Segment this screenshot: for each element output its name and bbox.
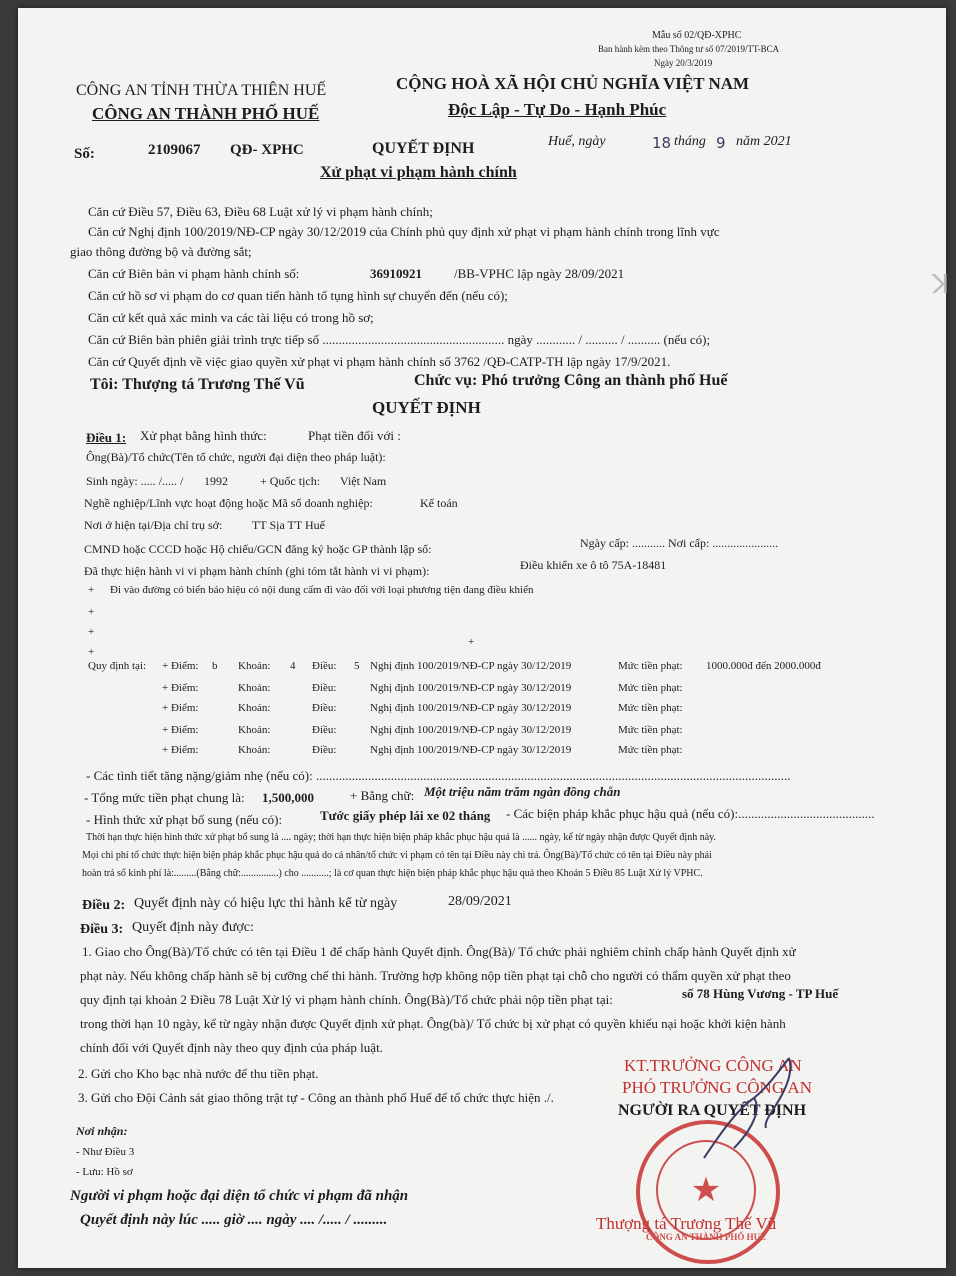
art3-text: Quyết định này được: (132, 920, 254, 935)
art3-title: Điều 3: (80, 922, 124, 937)
nationality-value: Việt Nam (340, 474, 387, 488)
decision-number: 2109067 (148, 142, 201, 158)
month-label: tháng (674, 134, 706, 149)
decision-suffix: QĐ- XPHC (230, 142, 304, 158)
recipient-2: - Lưu: Hồ sơ (76, 1166, 133, 1178)
nationality-label: + Quốc tịch: (260, 474, 321, 488)
violator-line-1: Người vi phạm hoặc đại diện tổ chức vi phạm đã nhận (70, 1188, 409, 1204)
dob-label: Sinh ngày: ..... /..... / (86, 474, 184, 488)
id-label: CMND hoặc CCCD hoặc Hộ chiếu/GCN đăng ký hoặc GP thành lập số: (84, 542, 432, 556)
agency-parent: CÔNG AN TỈNH THỪA THIÊN HUẾ (76, 82, 327, 99)
regulation-muc-v: 1000.000đ đến 2000.000đ (706, 660, 821, 672)
document-page (18, 8, 946, 1268)
art3-p1a: 1. Giao cho Ông(Bà)/Tổ chức có tên tại Điều 1 để chấp hành Quyết định. Ông(Bà)/ Tổ chức phải nghiêm chỉnh chấp hành Quyết định xử (82, 944, 796, 959)
total-label: - Tổng mức tiền phạt chung là: (84, 790, 245, 805)
payment-place: số 78 Hùng Vương - TP Huế (682, 986, 839, 1001)
form-issued: Ban hành kèm theo Thông tư số 07/2019/TT-BCA (598, 44, 780, 54)
regulation-nd: Nghị định 100/2019/NĐ-CP ngày 30/12/2019 (370, 724, 572, 736)
regulation-diem: + Điểm: (162, 724, 199, 736)
regulation-khoan: Khoản: (238, 660, 271, 672)
basis-2: Căn cứ Nghị định 100/2019/NĐ-CP ngày 30/12/2019 của Chính phủ quy định xử phạt vi phạm hành chính trong lĩnh vực (88, 224, 720, 239)
year: năm 2021 (736, 134, 792, 149)
signature (694, 1038, 844, 1178)
regulation-dieu-v: 5 (354, 660, 360, 672)
regulation-nd: Nghị định 100/2019/NĐ-CP ngày 30/12/2019 (370, 660, 572, 672)
signer-name: Thượng tá Trương Thế Vũ (596, 1214, 777, 1233)
officer-name: Tôi: Thượng tá Trương Thế Vũ (90, 376, 305, 393)
officer-position: Chức vụ: Phó trưởng Công an thành phố Huế (414, 372, 728, 389)
subject: Xử phạt vi phạm hành chính (320, 164, 517, 181)
regulation-diem-v: b (212, 660, 218, 672)
agency-name: CÔNG AN THÀNH PHỐ HUẾ (92, 104, 320, 123)
recipients-title: Nơi nhận: (76, 1124, 128, 1138)
regulation-khoan: Khoản: (238, 724, 271, 736)
regulation-label: Quy định tại: (88, 660, 147, 672)
basis-4: Căn cứ hồ sơ vi phạm do cơ quan tiến hành tố tụng hình sự chuyển đến (nếu có); (88, 288, 508, 303)
art1-form-label: Xử phạt bằng hình thức: (140, 428, 267, 443)
art2-date: 28/09/2021 (448, 894, 512, 909)
small-2: Mọi chi phí tổ chức thực hiện biện pháp khắc phục hậu quả do cá nhân/tổ chức vi phạm có tên tại Điều này chi trả. Ông(Bà)/Tổ chức có tên tại Điều này phải (82, 850, 712, 861)
doc-type: QUYẾT ĐỊNH (372, 140, 475, 157)
art1-form-value: Phạt tiền đối với : (308, 428, 401, 443)
record-number: 36910921 (370, 266, 422, 281)
paper-clip-icon: ꓘ (932, 270, 950, 300)
regulation-diem: + Điểm: (162, 744, 199, 756)
regulation-dieu: Điều: (312, 702, 337, 714)
basis-7: Căn cứ Quyết định về việc giao quyền xử phạt vi phạm hành chính số 3762 /QĐ-CATP-TH lập ngày 17/9/2021. (88, 354, 671, 369)
stamp-text: CÔNG AN THÀNH PHỐ HUẾ (645, 1232, 767, 1242)
person-label: Ông(Bà)/Tổ chức(Tên tổ chức, người đại diện theo pháp luật): (86, 450, 386, 464)
plus-1: + (88, 584, 95, 596)
motto: Độc Lập - Tự Do - Hạnh Phúc (448, 100, 667, 119)
regulation-dieu: Điều: (312, 724, 337, 736)
regulation-nd: Nghị định 100/2019/NĐ-CP ngày 30/12/2019 (370, 744, 572, 756)
extra-value: Tước giấy phép lái xe 02 tháng (320, 808, 491, 823)
art3-p2: 2. Gửi cho Kho bạc nhà nước để thu tiền phạt. (78, 1066, 319, 1081)
circumstances: - Các tình tiết tăng nặng/giảm nhẹ (nếu có): .................................................................................................................................................. (86, 768, 791, 783)
act-label: Đã thực hiện hành vi vi phạm hành chính (ghi tóm tắt hành vi vi phạm): (84, 564, 430, 578)
plus-5: + (468, 636, 475, 648)
country-name: CỘNG HOÀ XÃ HỘI CHỦ NGHĨA VIỆT NAM (396, 74, 750, 93)
regulation-dieu: Điều: (312, 682, 337, 694)
basis-3: Căn cứ Biên bản vi phạm hành chính số: (88, 266, 300, 281)
art1-title: Điều 1: (86, 430, 127, 445)
regulation-dieu: Điều: (312, 744, 337, 756)
regulation-diem: + Điểm: (162, 702, 199, 714)
basis-3-tail: /BB-VPHC lập ngày 28/09/2021 (454, 266, 625, 281)
basis-1: Căn cứ Điều 57, Điều 63, Điều 68 Luật xử lý vi phạm hành chính; (88, 204, 433, 219)
dob-year: 1992 (204, 474, 228, 488)
so-label: Số: (74, 146, 95, 162)
regulation-nd: Nghị định 100/2019/NĐ-CP ngày 30/12/2019 (370, 702, 572, 714)
regulation-muc: Mức tiền phạt: (618, 682, 683, 694)
regulation-khoan: Khoản: (238, 682, 271, 694)
art2-text: Quyết định này có hiệu lực thi hành kể từ ngày (134, 896, 398, 911)
day-value: 18 (652, 134, 672, 152)
violator-line-2: Quyết định này lúc ..... giờ .... ngày .... /..... / ......... (80, 1212, 388, 1228)
basis-5: Căn cứ kết quả xác minh va các tài liệu có trong hồ sơ; (88, 310, 374, 325)
month-value: 9 (716, 134, 726, 152)
job-value: Kế toán (420, 496, 458, 510)
words-label: + Bằng chữ: (350, 788, 415, 803)
address-label: Nơi ở hiện tại/Địa chỉ trụ sở: (84, 518, 223, 532)
regulation-diem: + Điểm: (162, 682, 199, 694)
basis-6: Căn cứ Biên bản phiên giải trình trực tiếp số ........................................................ ngày ............ / .......... / .......... (nếu có); (88, 332, 711, 347)
plus-2: + (88, 606, 95, 618)
regulation-muc: Mức tiền phạt: (618, 702, 683, 714)
small-1: Thời hạn thực hiện hình thức xử phạt bổ sung là .... ngày; thời hạn thực hiện biện pháp khắc phục hậu quả là ...... ngày, kể từ ngày nhận được Quyết định này. (86, 832, 716, 843)
regulation-dieu: Điều: (312, 660, 337, 672)
signer-deputy: PHÓ TRƯỞNG CÔNG AN (622, 1078, 812, 1097)
regulation-muc: Mức tiền phạt: (618, 660, 683, 672)
regulation-khoan-v: 4 (290, 660, 296, 672)
plus-3: + (88, 626, 95, 638)
total-value: 1,500,000 (262, 790, 314, 805)
act-vehicle: Điều khiển xe ô tô 75A-18481 (520, 558, 667, 572)
address-value: TT Sịa TT Huế (252, 518, 325, 532)
small-3: hoàn trả số kinh phí là:.........(Bằng chữ:...............) cho ...........; là cơ quan thực hiện biện pháp khắc phục hậu quả theo Khoản 5 Điều 85 Luật Xử lý VPHC. (82, 868, 703, 879)
place-date: Huế, ngày (548, 134, 606, 149)
art3-p3: 3. Gửi cho Đội Cảnh sát giao thông trật tự - Công an thành phố Huế để tổ chức thực hiện ./. (78, 1090, 554, 1105)
art3-p1e: chính đối với Quyết định này theo quy định của pháp luật. (80, 1040, 383, 1055)
basis-2b: giao thông đường bộ và đường sắt; (70, 244, 252, 259)
art3-p1c: quy định tại khoản 2 Điều 78 Luật Xử lý vi phạm hành chính. Ông(Bà)/Tổ chức phải nộp tiền phạt tại: (80, 992, 613, 1007)
signer-kt: KT.TRƯỞNG CÔNG AN (624, 1056, 802, 1075)
regulation-nd: Nghị định 100/2019/NĐ-CP ngày 30/12/2019 (370, 682, 572, 694)
star-icon: ★ (690, 1170, 722, 1210)
form-number: Mẫu số 02/QĐ-XPHC (652, 30, 742, 41)
art3-p1b: phạt này. Nếu không chấp hành sẽ bị cưỡng chế thi hành. Trường hợp không nộp tiền phạt tại chỗ cho người có thẩm quyền xử phạt theo (80, 968, 791, 983)
act-detail: Đi vào đường có biển báo hiệu có nội dung cấm đi vào đối với loại phương tiện đang điều khiển (110, 584, 534, 596)
art2-title: Điều 2: (82, 898, 126, 913)
extra-label: - Hình thức xử phạt bổ sung (nếu có): (86, 812, 283, 827)
art3-p1d: trong thời hạn 10 ngày, kể từ ngày nhận được Quyết định xử phạt. Ông(bà)/ Tổ chức bị xử phạt có quyền khiếu nại hoặc khởi kiện hành (80, 1016, 786, 1031)
job-label: Nghề nghiệp/Lĩnh vực hoạt động hoặc Mã số doanh nghiệp: (84, 496, 373, 510)
form-date: Ngày 20/3/2019 (654, 58, 713, 68)
words-value: Một triệu năm trăm ngàn đồng chẵn (424, 784, 621, 799)
regulation-muc: Mức tiền phạt: (618, 744, 683, 756)
plus-4: + (88, 646, 95, 658)
regulation-khoan: Khoản: (238, 702, 271, 714)
recipient-1: - Như Điều 3 (76, 1146, 135, 1158)
decide-heading: QUYẾT ĐỊNH (372, 398, 481, 417)
id-date: Ngày cấp: ........... Nơi cấp: ...................... (580, 536, 779, 550)
regulation-khoan: Khoản: (238, 744, 271, 756)
regulation-muc: Mức tiền phạt: (618, 724, 683, 736)
regulation-diem: + Điểm: (162, 660, 199, 672)
signer-role: NGƯỜI RA QUYẾT ĐỊNH (618, 1102, 807, 1119)
remedy: - Các biện pháp khắc phục hậu quả (nếu có):.......................................... (506, 806, 875, 821)
